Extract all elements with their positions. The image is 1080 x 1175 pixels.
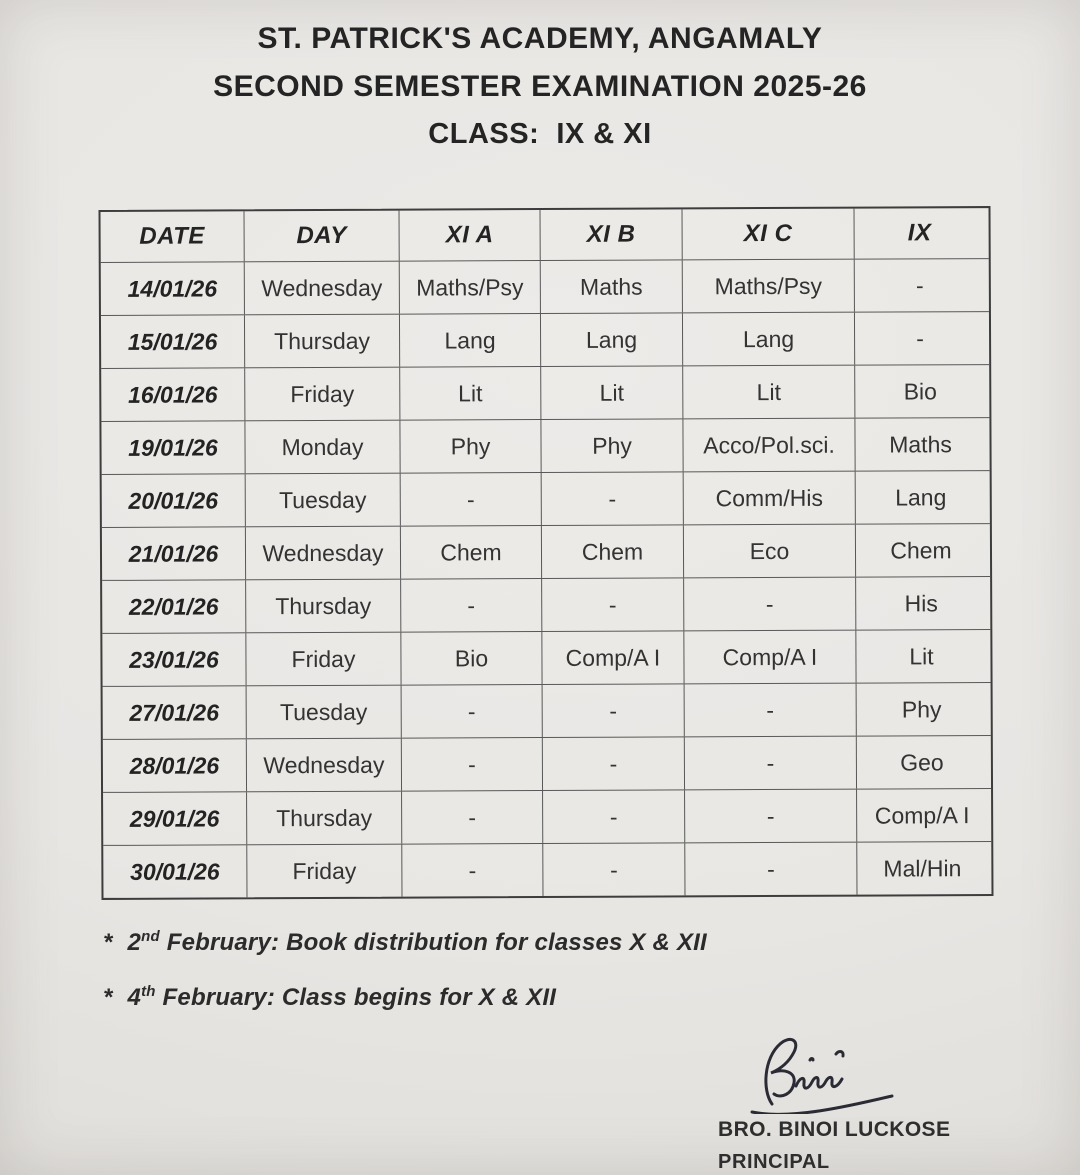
header-xi-a: XI A: [399, 210, 540, 261]
table-row: [102, 576, 990, 633]
asterisk-marker: *: [104, 929, 114, 956]
cell-subject-ix: Chem: [855, 524, 986, 577]
cell-subject-xi-b: Chem: [541, 525, 683, 578]
cell-subject-ix: Maths: [854, 418, 985, 471]
cell-date: 28/01/26: [129, 751, 220, 779]
cell-date: 20/01/26: [128, 486, 219, 514]
cell-subject-xi-c: Lit: [682, 366, 854, 419]
table-row: [102, 470, 990, 527]
table-row: [102, 523, 990, 580]
school-title: ST. PATRICK'S ACADEMY, ANGAMALY: [257, 22, 823, 55]
cell-day: Monday: [244, 421, 399, 474]
cell-day: Wednesday: [245, 527, 400, 580]
cell-subject-xi-c: Lang: [682, 313, 854, 366]
table-row: [103, 841, 991, 898]
cell-subject-ix: Phy: [856, 683, 987, 736]
cell-date: 16/01/26: [127, 380, 218, 408]
table-row: [103, 788, 991, 845]
table-row: [103, 735, 991, 792]
cell-subject-xi-c: Maths/Psy: [682, 260, 854, 313]
cell-day: Wednesday: [246, 739, 401, 792]
cell-subject-xi-a: -: [401, 844, 542, 897]
table-row: [101, 417, 989, 474]
cell-subject-ix: Lang: [855, 471, 986, 524]
table-row: [102, 629, 990, 686]
cell-subject-xi-a: Chem: [400, 526, 541, 579]
cell-subject-ix: Lit: [855, 630, 986, 683]
header-xi-b: XI B: [540, 209, 682, 260]
cell-day: Friday: [244, 368, 399, 421]
cell-date: 19/01/26: [128, 433, 218, 461]
cell-subject-xi-b: Maths: [540, 260, 682, 313]
header-xi-c: XI C: [682, 209, 854, 260]
handwritten-signature-icon: [740, 1032, 910, 1114]
cell-subject-xi-c: Eco: [683, 525, 855, 578]
cell-day: Tuesday: [246, 686, 401, 739]
cell-subject-xi-a: -: [401, 738, 542, 791]
cell-date: 14/01/26: [127, 274, 218, 302]
cell-subject-xi-c: Comp/A I: [683, 631, 855, 684]
cell-subject-xi-c: -: [684, 737, 856, 790]
exam-title: SECOND SEMESTER EXAMINATION 2025-26: [213, 70, 867, 103]
cell-subject-xi-a: Maths/Psy: [399, 261, 540, 314]
cell-subject-xi-c: -: [684, 790, 856, 843]
cell-subject-ix: His: [855, 577, 986, 630]
cell-subject-xi-a: Phy: [399, 420, 540, 473]
cell-subject-ix: Mal/Hin: [856, 842, 987, 895]
cell-subject-xi-b: -: [542, 684, 684, 737]
cell-subject-xi-a: -: [400, 473, 541, 526]
note-text: February: Book distribution for classes X & XII: [159, 929, 707, 956]
cell-subject-ix: Bio: [854, 365, 985, 418]
cell-day: Friday: [245, 633, 400, 686]
table-row: [103, 682, 991, 739]
header-ix: IX: [854, 208, 985, 259]
cell-subject-xi-a: -: [401, 791, 542, 844]
cell-subject-xi-c: -: [684, 843, 856, 896]
cell-date: 30/01/26: [130, 857, 220, 885]
table-row: [101, 364, 989, 421]
principal-name: BRO. BINOI LUCKOSE: [718, 1118, 951, 1141]
note-ordinal: th: [141, 983, 156, 1000]
cell-date: 22/01/26: [128, 592, 219, 620]
cell-day: Wednesday: [244, 262, 399, 315]
exam-timetable-table: [98, 206, 993, 900]
note-text: February: Class begins for X & XII: [155, 984, 557, 1011]
cell-subject-ix: -: [854, 259, 985, 312]
note-ordinal: nd: [141, 928, 160, 945]
cell-subject-xi-a: Lit: [399, 367, 540, 420]
cell-subject-xi-a: -: [401, 685, 542, 738]
cell-subject-xi-b: Phy: [540, 419, 682, 472]
note-day: 2: [127, 929, 142, 956]
cell-subject-ix: Comp/A I: [856, 789, 987, 842]
cell-date: 27/01/26: [129, 698, 220, 726]
cell-day: Thursday: [246, 792, 401, 845]
note-book-distribution: [104, 928, 707, 957]
cell-subject-xi-c: -: [683, 578, 855, 631]
cell-subject-xi-b: Comp/A I: [541, 631, 683, 684]
cell-subject-xi-b: -: [541, 472, 683, 525]
footnotes: [104, 928, 707, 1038]
cell-subject-xi-b: -: [542, 790, 684, 843]
header-day: DAY: [244, 211, 399, 262]
cell-day: Tuesday: [245, 474, 400, 527]
cell-day: Friday: [246, 845, 401, 898]
principal-role: PRINCIPAL: [718, 1151, 830, 1173]
cell-subject-xi-c: -: [684, 684, 856, 737]
cell-date: 21/01/26: [128, 539, 219, 567]
cell-subject-xi-b: -: [542, 737, 684, 790]
note-day: 4: [127, 984, 142, 1011]
cell-subject-xi-c: Comm/His: [683, 472, 855, 525]
cell-date: 15/01/26: [127, 327, 218, 355]
signature-block: [718, 1032, 1038, 1174]
cell-subject-xi-c: Acco/Pol.sci.: [682, 419, 854, 472]
asterisk-marker: *: [104, 984, 114, 1011]
header-date: DATE: [139, 222, 205, 250]
cell-subject-xi-b: Lang: [540, 313, 682, 366]
cell-subject-xi-b: -: [542, 843, 684, 896]
table-row: [101, 258, 989, 315]
cell-subject-xi-a: Bio: [400, 632, 541, 685]
cell-subject-ix: Geo: [856, 736, 987, 789]
cell-subject-xi-a: -: [400, 579, 541, 632]
cell-subject-xi-b: -: [541, 578, 683, 631]
class-line: CLASS: IX & XI: [428, 118, 652, 150]
table-header-row: [101, 208, 989, 262]
cell-subject-xi-a: Lang: [399, 314, 540, 367]
cell-subject-xi-b: Lit: [540, 366, 682, 419]
note-class-begins: [104, 983, 707, 1012]
cell-date: 23/01/26: [129, 645, 219, 673]
cell-day: Thursday: [244, 315, 399, 368]
cell-subject-ix: -: [854, 312, 985, 365]
table-row: [101, 311, 989, 368]
cell-day: Thursday: [245, 580, 400, 633]
cell-date: 29/01/26: [129, 804, 220, 832]
document-heading: [0, 24, 1080, 167]
